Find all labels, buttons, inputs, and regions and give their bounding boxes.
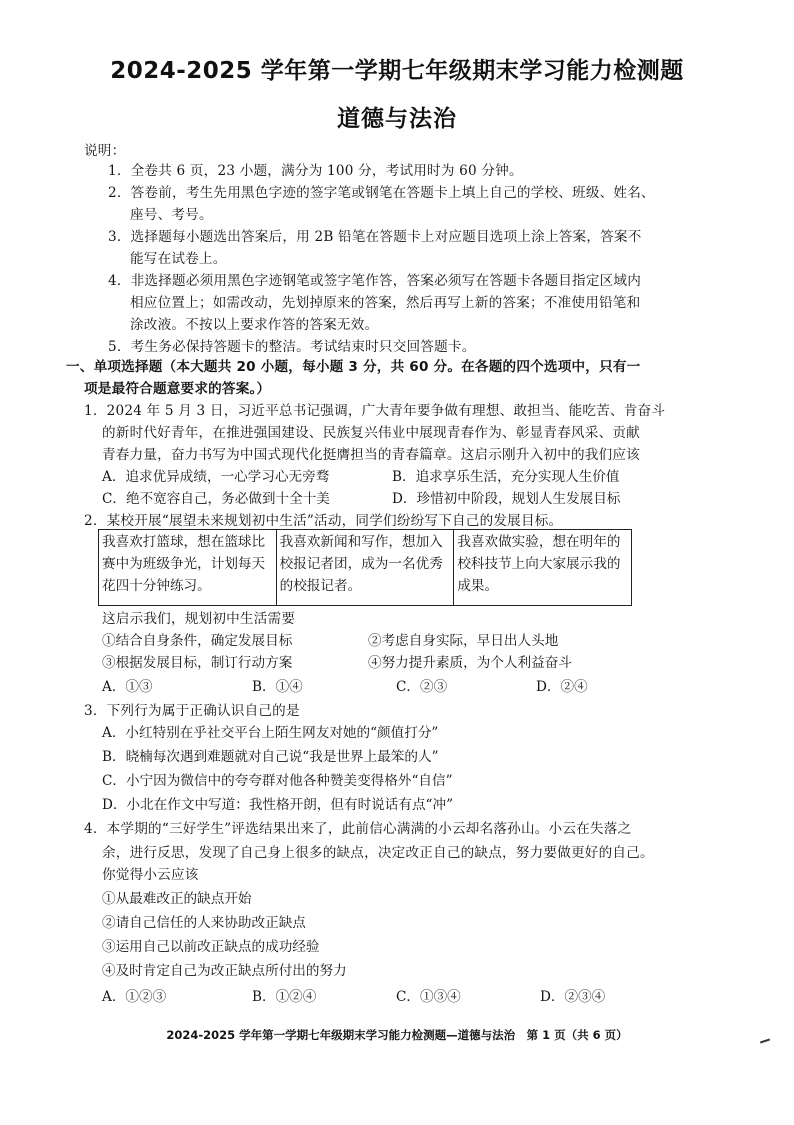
q2-stem: 2．某校开展“展望未来规划初中生活”活动，同学们纷纷写下自己的发展目标。 (84, 513, 563, 529)
q2-option-d: D．②④ (536, 679, 588, 695)
instruction-3-cont: 能写在试卷上。 (130, 251, 227, 267)
q4-item-1: ①从最难改正的缺点开始 (102, 891, 252, 907)
instruction-1: 1．全卷共 6 页，23 小题，满分为 100 分，考试用时为 60 分钟。 (108, 163, 523, 179)
section-heading-cont: 项是最符合题意要求的答案。） (84, 381, 271, 397)
goal-cell-journalism: 我喜欢新闻和写作，想加入校报记者团，成为一名优秀的校报记者。 (276, 530, 454, 606)
q1-stem-line3: 青春力量，奋力书写为中国式现代化挺膺担当的青春篇章。这启示刚升入初中的我们应该 (102, 447, 640, 463)
q3-option-b: B．晓楠每次遇到难题就对自己说“我是世界上最笨的人” (102, 749, 439, 765)
q1-option-a: A．追求优异成绩，一心学习心无旁骛 (102, 469, 330, 485)
goal-cell-experiment: 我喜欢做实验，想在明年的校科技节上向大家展示我的成果。 (454, 530, 632, 606)
q2-option-c: C．②③ (396, 679, 448, 695)
q4-item-4: ④及时肯定自己为改正缺点所付出的努力 (102, 963, 347, 979)
q4-option-c: C．①③④ (396, 989, 461, 1005)
instruction-2: 2．答卷前，考生先用黑色字迹的签字笔或钢笔在答题卡上填上自己的学校、班级、姓名、 (108, 185, 655, 201)
q1-stem-line2: 的新时代好青年，在推进强国建设、民族复兴伟业中展现青春作为、彰显青春风采、贡献 (102, 425, 640, 441)
q4-stem-line2: 余，进行反思，发现了自己身上很多的缺点，决定改正自己的缺点，努力要做更好的自己。 (102, 845, 654, 861)
q2-goals-table (98, 529, 632, 606)
q1-option-b: B．追求享乐生活，充分实现人生价值 (392, 469, 620, 485)
q4-option-b: B．①②④ (252, 989, 317, 1005)
instruction-4-cont2: 涂改液。不按以上要求作答的答案无效。 (130, 317, 379, 333)
instruction-4: 4．非选择题必须用黑色字迹钢笔或签字笔作答，答案必须写在答题卡各题目指定区域内 (108, 273, 642, 289)
q3-option-c: C．小宁因为微信中的夸夸群对他各种赞美变得格外“自信” (102, 773, 453, 789)
q2-item-4: ④努力提升素质，为个人利益奋斗 (368, 655, 572, 671)
q2-item-3: ③根据发展目标，制订行动方案 (102, 655, 293, 671)
subject-title: 道德与法治 (337, 106, 457, 132)
q1-option-c: C．绝不宽容自己，务必做到十全十美 (102, 491, 330, 507)
section-heading: 一、单项选择题（本大题共 20 小题，每小题 3 分，共 60 分。在各题的四个选项中，只有一 (66, 359, 641, 375)
q4-option-d: D．②③④ (540, 989, 606, 1005)
q2-item-2: ②考虑自身实际，早日出人头地 (368, 633, 559, 649)
q3-option-a: A．小红特别在乎社交平台上陌生网友对她的“颜值打分” (102, 725, 439, 741)
table-row (99, 530, 632, 606)
q4-stem-line1: 4．本学期的“三好学生”评选结果出来了，此前信心满满的小云却名落孙山。小云在失落之 (84, 821, 632, 837)
instruction-4-cont1: 相应位置上；如需改动，先划掉原来的答案，然后再写上新的答案；不准使用铅笔和 (130, 295, 641, 311)
instruction-2-cont: 座号、考号。 (130, 207, 213, 223)
page-footer: 2024-2025 学年第一学期七年级期末学习能力检测题—道德与法治 第 1 页（共 6 页） (166, 1028, 628, 1042)
instruction-5: 5．考生务必保持答题卡的整洁。考试结束时只交回答题卡。 (108, 339, 476, 355)
q4-item-2: ②请自己信任的人来协助改正缺点 (102, 915, 306, 931)
instructions-label: 说明： (84, 143, 126, 159)
q2-option-a: A．①③ (102, 679, 153, 695)
q4-stem-line3: 你觉得小云应该 (102, 867, 199, 883)
q4-item-3: ③运用自己以前改正缺点的成功经验 (102, 939, 320, 955)
q2-after: 这启示我们，规划初中生活需要 (102, 611, 296, 627)
goal-cell-basketball: 我喜欢打篮球，想在篮球比赛中为班级争光，计划每天花四十分钟练习。 (99, 530, 277, 606)
q3-stem: 3．下列行为属于正确认识自己的是 (84, 703, 300, 719)
q1-option-d: D．珍惜初中阶段，规划人生发展目标 (392, 491, 621, 507)
q2-item-1: ①结合自身条件，确定发展目标 (102, 633, 293, 649)
instruction-3: 3．选择题每小题选出答案后，用 2B 铅笔在答题卡上对应题目选项上涂上答案，答案不 (108, 229, 642, 245)
q4-option-a: A．①②③ (102, 989, 167, 1005)
q3-option-d: D．小北在作文中写道：我性格开朗，但有时说话有点“冲” (102, 797, 454, 813)
q2-option-b: B．①④ (252, 679, 303, 695)
q1-stem-line1: 1．2024 年 5 月 3 日，习近平总书记强调，广大青年要争做有理想、敢担当、能吃苦、肯奋斗 (84, 403, 666, 419)
exam-title: 2024-2025 学年第一学期七年级期末学习能力检测题 (110, 58, 684, 84)
